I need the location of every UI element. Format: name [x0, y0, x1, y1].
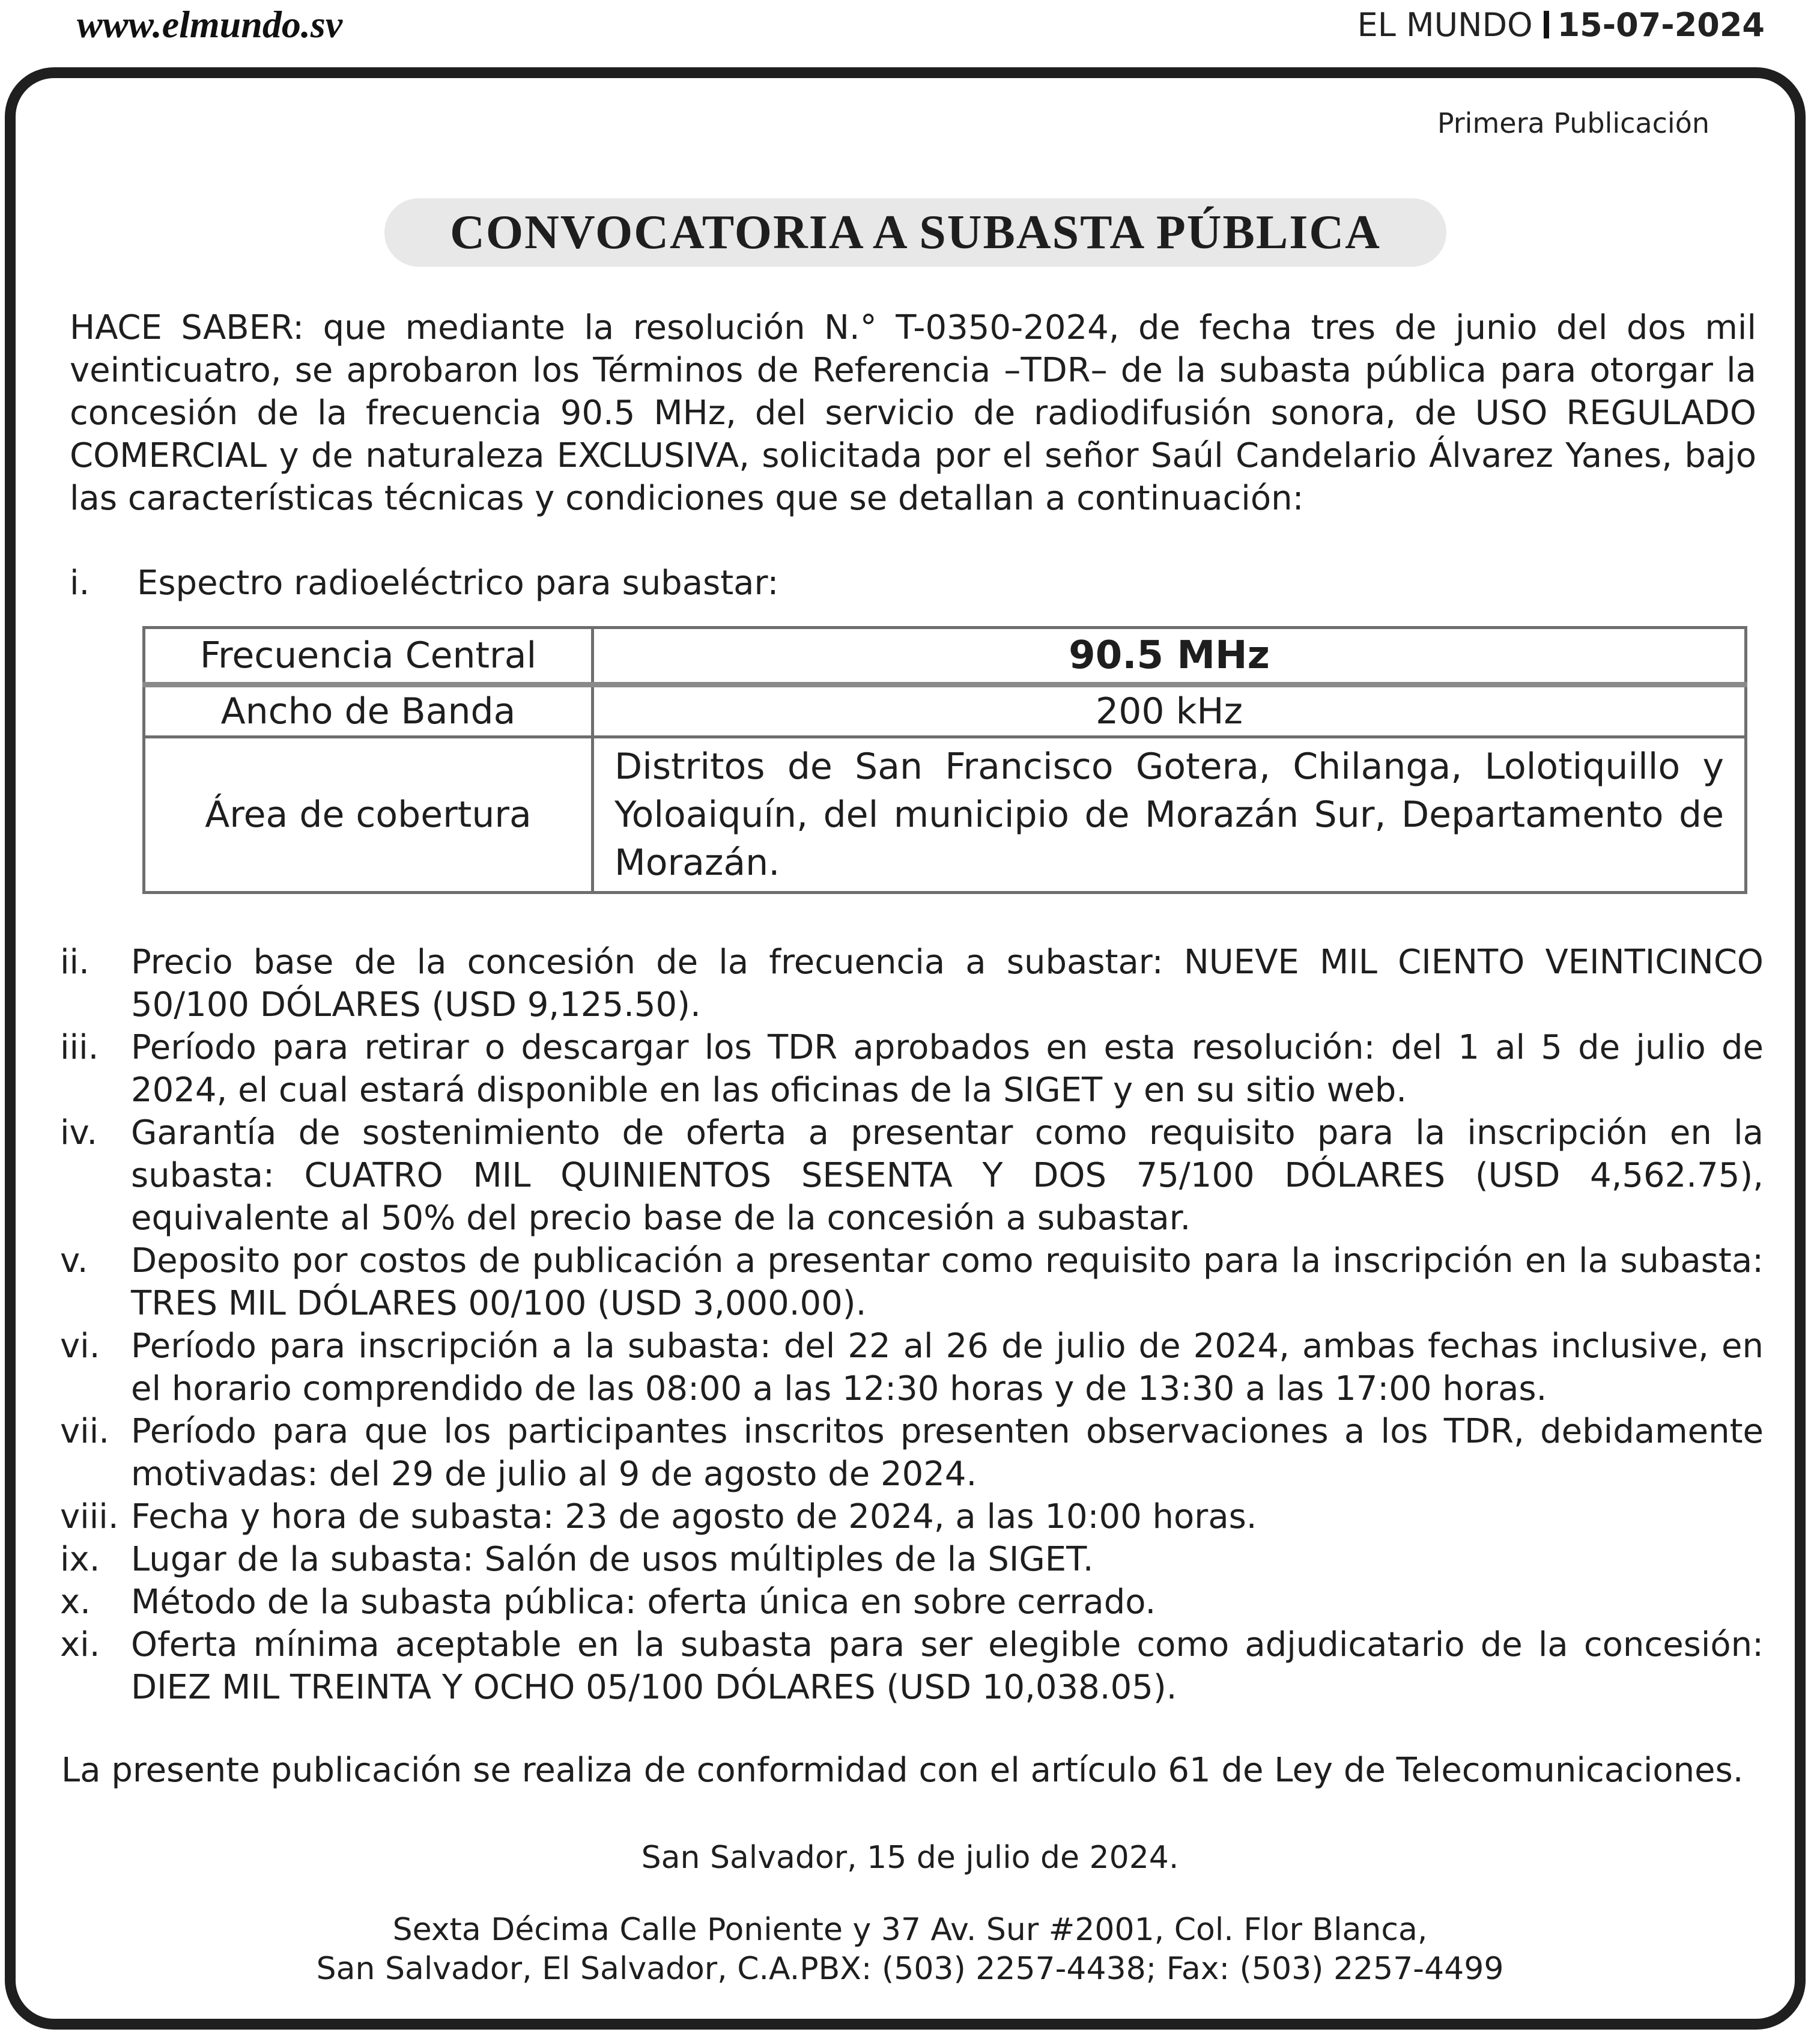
item-text: Período para retirar o descargar los TDR aprobados en esta resolución: del 1 al 5 de julio de 2024, el cual estará disponible en las oficinas de la SIGET y en su sitio web. — [131, 1028, 1764, 1110]
item-number: xi. — [60, 1625, 100, 1664]
item-number: viii. — [60, 1497, 119, 1536]
header-divider — [1544, 11, 1549, 38]
item-number: vi. — [60, 1327, 100, 1366]
list-item — [60, 1240, 1764, 1325]
table-label-frequency: Frecuencia Central — [144, 628, 593, 685]
newspaper-header — [1357, 6, 1765, 44]
list-item — [60, 1495, 1764, 1538]
item-number: vii. — [60, 1412, 110, 1451]
list-item — [60, 1623, 1764, 1709]
conditions-list — [60, 941, 1764, 1709]
list-item — [60, 1410, 1764, 1495]
item-text: Período para que los participantes inscritos presenten observaciones a los TDR, debidamente motivadas: del 29 de julio al 9 de agosto de 2024. — [131, 1412, 1764, 1494]
title-banner — [384, 198, 1446, 267]
list-item — [60, 1538, 1764, 1581]
table-value-bandwidth: 200 kHz — [593, 685, 1746, 737]
table-row-frequency — [144, 628, 1746, 685]
contact-address — [0, 1911, 1820, 1989]
item-text: Lugar de la subasta: Salón de usos múltiples de la SIGET. — [131, 1540, 1094, 1579]
table-value-coverage: Distritos de San Francisco Gotera, Chilanga, Lolotiquillo y Yoloaiquín, del municipio de Morazán Sur, Departamento de Morazán. — [593, 737, 1746, 893]
table-value-frequency: 90.5 MHz — [593, 628, 1746, 685]
item-text: Espectro radioeléctrico para subastar: — [137, 564, 779, 603]
item-number: ix. — [60, 1540, 100, 1579]
item-number: ii. — [60, 943, 89, 982]
item-text: Deposito por costos de publicación a presentar como requisito para la inscripción en la subasta: TRES MIL DÓLARES 00/100 (USD 3,000.00). — [131, 1241, 1764, 1323]
item-text: Período para inscripción a la subasta: del 22 al 26 de julio de 2024, ambas fechas inclusive, en el horario comprendido de las 08:00 a las 12:30 horas y de 13:30 a las 17:00 horas. — [131, 1327, 1764, 1408]
notice-title: CONVOCATORIA A SUBASTA PÚBLICA — [450, 205, 1381, 259]
item-number: iv. — [60, 1113, 98, 1152]
publication-note: Primera Publicación — [1437, 107, 1709, 139]
spectrum-table — [142, 626, 1747, 894]
item-number: v. — [60, 1241, 88, 1280]
table-label-coverage: Área de cobertura — [144, 737, 593, 893]
website-url: www.elmundo.sv — [77, 3, 343, 46]
table-label-bandwidth: Ancho de Banda — [144, 685, 593, 737]
item-number: x. — [60, 1583, 91, 1622]
issue-date: 15-07-2024 — [1557, 6, 1765, 44]
list-item — [60, 1581, 1764, 1623]
newspaper-name: EL MUNDO — [1357, 6, 1533, 44]
item-number: iii. — [60, 1028, 99, 1067]
item-text: Fecha y hora de subasta: 23 de agosto de 2024, a las 10:00 horas. — [131, 1497, 1257, 1536]
item-number: i. — [70, 564, 90, 603]
table-row-coverage — [144, 737, 1746, 893]
list-item — [60, 1325, 1764, 1410]
item-text: Método de la subasta pública: oferta única en sobre cerrado. — [131, 1583, 1156, 1622]
list-item-i — [70, 564, 778, 603]
closing-paragraph: La presente publicación se realiza de conformidad con el artículo 61 de Ley de Telecomunicaciones. — [61, 1751, 1744, 1790]
place-and-date: San Salvador, 15 de julio de 2024. — [641, 1840, 1179, 1876]
address-line-2: San Salvador, El Salvador, C.A.PBX: (503) 2257-4438; Fax: (503) 2257-4499 — [316, 1951, 1504, 1987]
table-row-bandwidth — [144, 685, 1746, 737]
list-item — [60, 941, 1764, 1026]
list-item — [60, 1026, 1764, 1112]
item-text: Precio base de la concesión de la frecuencia a subastar: NUEVE MIL CIENTO VEINTICINCO 50/100 DÓLARES (USD 9,125.50). — [131, 943, 1764, 1024]
item-text: Garantía de sostenimiento de oferta a presentar como requisito para la inscripción en la subasta: CUATRO MIL QUINIENTOS SESENTA Y DOS 75/100 DÓLARES (USD 4,562.75), equivalente al 50% del precio base de la concesión a subastar. — [131, 1113, 1764, 1238]
item-text: Oferta mínima aceptable en la subasta para ser elegible como adjudicatario de la concesión: DIEZ MIL TREINTA Y OCHO 05/100 DÓLARES (USD 10,038.05). — [131, 1625, 1764, 1707]
address-line-1: Sexta Décima Calle Poniente y 37 Av. Sur #2001, Col. Flor Blanca, — [392, 1912, 1428, 1948]
list-item — [60, 1112, 1764, 1240]
intro-paragraph: HACE SABER: que mediante la resolución N.° T-0350-2024, de fecha tres de junio del dos mil veinticuatro, se aprobaron los Términos de Referencia –TDR– de la subasta pública para otorgar la concesión de la frecuencia 90.5 MHz, del servicio de radiodifusión sonora, de USO REGULADO COMERCIAL y de naturaleza EXCLUSIVA, solicitada por el señor Saúl Candelario Álvarez Yanes, bajo las características técnicas y condiciones que se detallan a continuación: — [70, 308, 1756, 518]
